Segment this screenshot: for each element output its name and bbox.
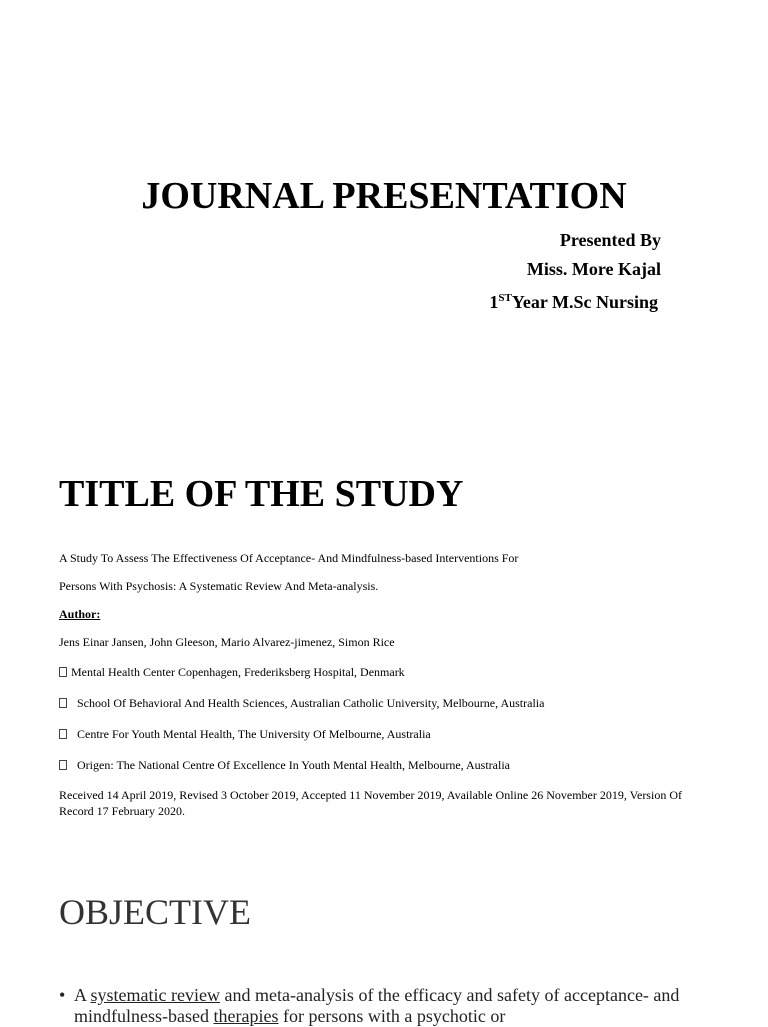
author-label: Author: — [59, 607, 101, 621]
therapies-link[interactable]: therapies — [213, 1006, 279, 1026]
year-number: 1 — [489, 292, 499, 312]
missing-glyph-icon — [59, 698, 67, 708]
objective-title: OBJECTIVE — [59, 892, 251, 932]
affiliation-item — [59, 726, 431, 742]
affiliation-text: Centre For Youth Mental Health, The University Of Melbourne, Australia — [77, 727, 431, 741]
objective-text — [59, 985, 709, 1027]
missing-glyph-icon — [59, 729, 67, 739]
presented-by-label: Presented By — [559, 230, 661, 250]
study-title-line-1: A Study To Assess The Effectiveness Of Acceptance- And Mindfulness-based Interventions For — [59, 551, 519, 565]
authors-list: Jens Einar Jansen, John Gleeson, Mario Alvarez-jimenez, Simon Rice — [59, 635, 395, 649]
objective-text-part: and meta-analysis of the efficacy and safety of acceptance- and mindfulness-based — [74, 985, 680, 1026]
affiliation-item — [59, 757, 510, 773]
year-superscript: ST — [498, 292, 512, 304]
study-title-line-2: Persons With Psychosis: A Systematic Review And Meta-analysis. — [59, 579, 379, 593]
publication-dates: Received 14 April 2019, Revised 3 October 2019, Accepted 11 November 2019, Available Online 26 November 2019, Version Of Record 17 February 2020. — [59, 788, 682, 818]
affiliation-item — [59, 695, 544, 711]
presentation-title: JOURNAL PRESENTATION — [141, 175, 627, 217]
bullet-dot-icon: • — [59, 985, 66, 1005]
affiliation-item — [59, 664, 405, 680]
study-section-title: TITLE OF THE STUDY — [59, 473, 464, 515]
affiliation-text: School Of Behavioral And Health Sciences, Australian Catholic University, Melbourne, Australia — [77, 696, 545, 710]
affiliation-text: Mental Health Center Copenhagen, Frederiksberg Hospital, Denmark — [71, 665, 405, 679]
year-rest: Year M.Sc Nursing — [511, 292, 658, 312]
objective-bullet — [59, 985, 709, 1027]
systematic-review-link[interactable]: systematic review — [90, 985, 220, 1005]
objective-text-part: for persons with a psychotic or — [278, 1006, 506, 1026]
presenter-name: Miss. More Kajal — [526, 259, 661, 279]
objective-text-part: A — [74, 985, 91, 1005]
presenter-year — [489, 286, 658, 314]
missing-glyph-icon — [59, 760, 67, 770]
affiliation-text: Origen: The National Centre Of Excellence In Youth Mental Health, Melbourne, Australia — [77, 758, 510, 772]
missing-glyph-icon — [59, 667, 67, 677]
